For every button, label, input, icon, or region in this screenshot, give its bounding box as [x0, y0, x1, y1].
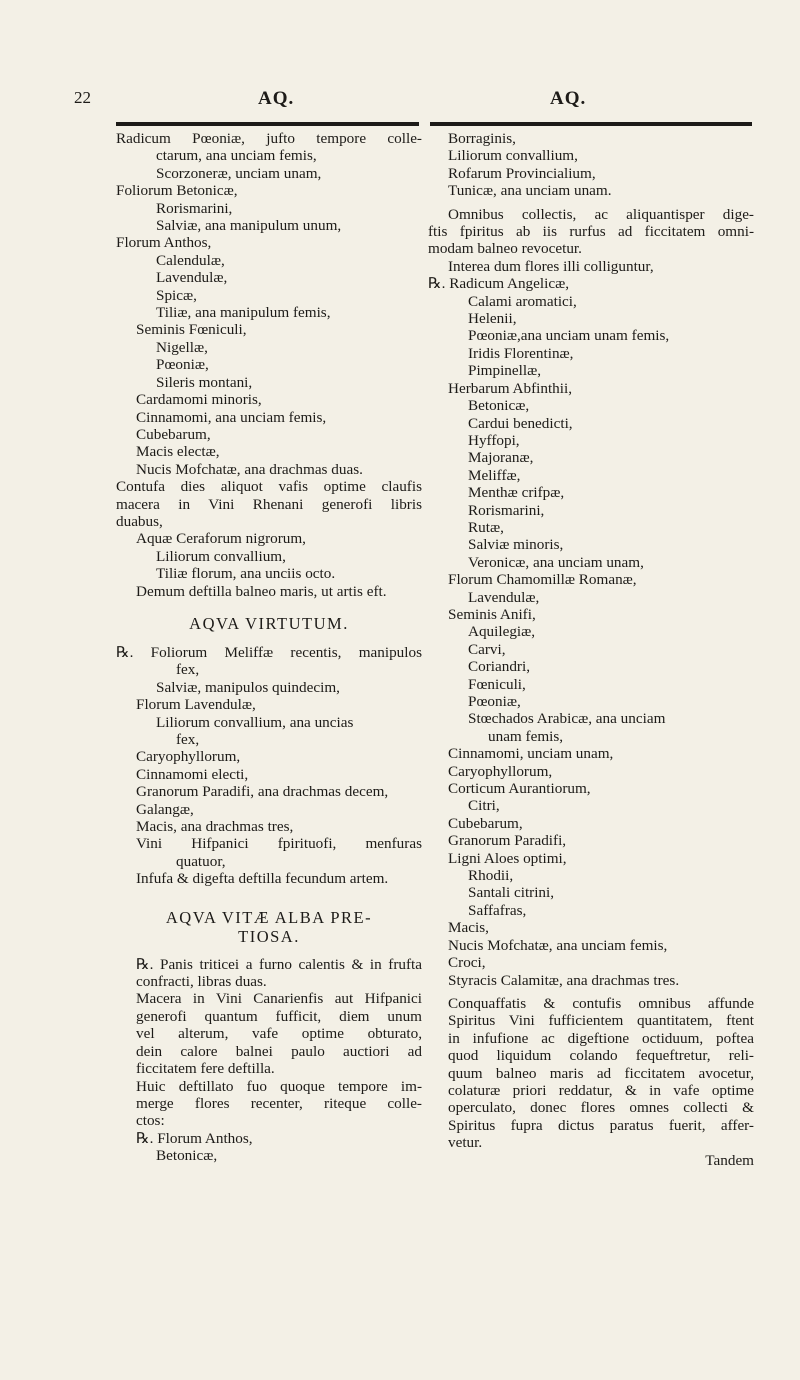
section-heading-line: AQVA VITÆ ALBA PRE- — [165, 907, 373, 927]
text-line: Nucis Mofchatæ, ana unciam femis, — [448, 936, 668, 954]
text-line: Salviæ, ana manipulum unum, — [156, 217, 342, 235]
header-rule-right — [430, 122, 752, 126]
text-line: operculato, donec flores omnes collecti & — [448, 1099, 754, 1117]
text-line: quum balneo maris ad ficcitatem avocetur, — [448, 1064, 754, 1082]
text-line: Styracis Calamitæ, ana drachmas tres. — [448, 971, 680, 989]
text-line: Macera in Vini Canarienfis aut Hifpanici — [136, 990, 422, 1008]
text-line: Calami aromatici, — [468, 292, 577, 310]
header-rule-left — [116, 122, 419, 126]
text-line: modam balneo revocetur. — [428, 240, 582, 258]
text-line: Coriandri, — [468, 658, 531, 676]
text-line: Salviæ, manipulos quindecim, — [156, 678, 340, 696]
catchword: Tandem — [705, 1151, 754, 1169]
text-line: Interea dum flores illi colliguntur, — [448, 257, 654, 275]
left-column — [116, 130, 422, 1165]
text-line: duabus, — [116, 512, 163, 530]
section-heading — [116, 908, 422, 946]
text-line: Pimpinellæ, — [468, 362, 541, 380]
text-line: unam femis, — [488, 727, 564, 745]
text-line: Calendulæ, — [156, 251, 225, 269]
text-line: Florum Chamomillæ Romanæ, — [448, 571, 637, 589]
text-line: Foliorum Betonicæ, — [116, 182, 238, 200]
text-line: Menthæ crifpæ, — [468, 484, 565, 502]
text-line: Cinnamomi, unciam unam, — [448, 745, 614, 763]
text-line: Scorzoneræ, unciam unam, — [156, 164, 322, 182]
text-line: ficcitatem fere deftilla. — [136, 1060, 275, 1078]
text-line: vetur. — [448, 1134, 483, 1152]
text-line: Caryophyllorum, — [136, 748, 241, 766]
text-line: vel alterum, vafe optime obturato, — [136, 1025, 422, 1043]
text-line: Liliorum convallium, ana uncias — [156, 713, 354, 731]
text-line: Liliorum convallium, — [156, 547, 286, 565]
section-heading-line: TIOSA. — [238, 926, 300, 946]
text-line: merge flores recenter, riteque colle- — [136, 1094, 422, 1112]
text-line: Galangæ, — [136, 800, 194, 818]
text-line: Liliorum convallium, — [448, 147, 578, 165]
text-line: Cardamomi minoris, — [136, 391, 262, 409]
text-line: Caryophyllorum, — [448, 762, 553, 780]
text-line: Borraginis, — [448, 130, 516, 147]
text-line: Stœchados Arabicæ, ana unciam — [468, 710, 666, 728]
text-line: Ligni Aloes optimi, — [448, 849, 567, 867]
text-line: Rorismarini, — [468, 501, 545, 519]
text-line: Nucis Mofchatæ, ana drachmas duas. — [136, 460, 363, 478]
text-line: Pœoniæ,ana unciam unam femis, — [468, 327, 670, 345]
text-line: Fœniculi, — [468, 675, 526, 693]
text-line: Rorismarini, — [156, 199, 233, 217]
text-line: Tiliæ florum, ana unciis octo. — [156, 565, 336, 583]
text-line: fex, — [176, 731, 200, 748]
text-line: generofi quantum fufficit, diem unum — [136, 1007, 422, 1025]
text-line: Seminis Anifi, — [448, 605, 536, 623]
text-line: Cubebarum, — [448, 814, 523, 832]
text-line: fex, — [176, 661, 200, 679]
text-line: Nigellæ, — [156, 338, 208, 356]
text-line: Hyffopi, — [468, 431, 520, 449]
text-line: in infufione ac digeftione octiduum, poftea — [448, 1029, 754, 1047]
text-line: ℞. Radicum Angelicæ, — [428, 275, 570, 293]
text-line: Corticum Aurantiorum, — [448, 780, 591, 798]
text-line: Omnibus collectis, ac aliquantisper dige- — [448, 205, 754, 223]
text-line: ctos: — [136, 1112, 165, 1130]
text-line: Meliffæ, — [468, 466, 521, 484]
text-line: Helenii, — [468, 310, 517, 328]
text-line: ℞. Foliorum Meliffæ recentis, manipulos — [116, 643, 422, 661]
text-line: Lavendulæ, — [468, 588, 540, 606]
running-head-right: AQ. — [550, 88, 587, 109]
text-line: Iridis Florentinæ, — [468, 344, 574, 362]
text-line: ℞. Panis triticei a furno calentis & in frufta — [136, 955, 422, 973]
text-line: Betonicæ, — [156, 1147, 218, 1165]
text-line: Radicum Pœoniæ, jufto tempore colle- — [116, 130, 422, 147]
text-line: Aquilegiæ, — [468, 623, 536, 641]
text-line: Macis electæ, — [136, 443, 220, 461]
text-line: Santali citrini, — [468, 884, 555, 902]
text-line: Granorum Paradifi, ana drachmas decem, — [136, 783, 389, 801]
text-line: Majoranæ, — [468, 449, 534, 467]
text-line: Pœoniæ, — [468, 693, 521, 710]
right-column — [428, 130, 754, 1169]
text-line: Vini Hifpanici fpirituofi, menfuras — [136, 835, 422, 853]
text-line: Florum Anthos, — [116, 234, 212, 252]
text-line: Herbarum Abfinthii, — [448, 379, 573, 397]
text-line: Betonicæ, — [468, 397, 530, 415]
text-line: Contufa dies aliquot vafis optime claufis — [116, 478, 422, 496]
text-line: quatuor, — [176, 852, 226, 870]
text-line: Demum deftilla balneo maris, ut artis eft. — [136, 582, 387, 600]
text-line: Aquæ Ceraforum nigrorum, — [136, 530, 306, 548]
text-line: dein calore balnei paulo auctiori ad — [136, 1042, 422, 1060]
text-line: colaturæ priori reddatur, & in vafe optime — [448, 1081, 754, 1099]
text-line: Sileris montani, — [156, 373, 253, 391]
text-line: Carvi, — [468, 640, 506, 658]
text-line: Infufa & digefta deftilla fecundum artem. — [136, 870, 389, 888]
text-line: Veronicæ, ana unciam unam, — [468, 553, 644, 571]
text-line: confracti, libras duas. — [136, 973, 267, 991]
text-line: Rofarum Provincialium, — [448, 164, 596, 182]
text-line: Rutæ, — [468, 518, 504, 536]
text-line: Cubebarum, — [136, 425, 211, 443]
text-line: Spiritus Vini fufficientem quantitatem, ftent — [448, 1012, 754, 1030]
running-head-left: AQ. — [258, 88, 295, 109]
text-line: Tiliæ, ana manipulum femis, — [156, 304, 331, 322]
text-line: Cinnamomi electi, — [136, 765, 249, 783]
text-line: macera in Vini Rhenani generofi libris — [116, 495, 422, 513]
text-line: Seminis Fœniculi, — [136, 321, 247, 339]
text-line: Saffafras, — [468, 901, 527, 919]
text-line: Lavendulæ, — [156, 269, 228, 287]
text-line: ftis fpiritus ab iis rurfus ad ficcitatem omni- — [428, 223, 754, 241]
text-line: Spicæ, — [156, 286, 197, 304]
text-line: Tunicæ, ana unciam unam. — [448, 182, 612, 200]
text-line: Macis, — [448, 919, 489, 937]
text-line: Spiritus fupra dictus paratus fuerit, affer- — [448, 1116, 754, 1134]
text-line: Citri, — [468, 797, 500, 815]
text-line: Huic deftillato fuo quoque tempore im- — [136, 1077, 422, 1095]
text-line: Granorum Paradifi, — [448, 832, 567, 850]
text-line: Florum Lavendulæ, — [136, 696, 256, 714]
text-line: Pœoniæ, — [156, 356, 209, 374]
page-number: 22 — [74, 88, 91, 107]
text-line: ℞. Florum Anthos, — [136, 1129, 253, 1147]
text-line: Cardui benedicti, — [468, 414, 573, 432]
text-line: ctarum, ana unciam femis, — [156, 147, 317, 165]
text-line: Croci, — [448, 954, 486, 972]
text-line: Cinnamomi, ana unciam femis, — [136, 408, 327, 426]
text-line: quod liquidum colando fequeftretur, reli- — [448, 1047, 754, 1065]
text-line: Rhodii, — [468, 867, 514, 885]
page-header — [0, 88, 800, 118]
text-line: Salviæ minoris, — [468, 536, 564, 554]
section-heading: AQVA VIRTUTUM. — [189, 613, 349, 633]
text-line: Conquaffatis & contufis omnibus affunde — [448, 994, 754, 1012]
text-line: Macis, ana drachmas tres, — [136, 818, 294, 836]
